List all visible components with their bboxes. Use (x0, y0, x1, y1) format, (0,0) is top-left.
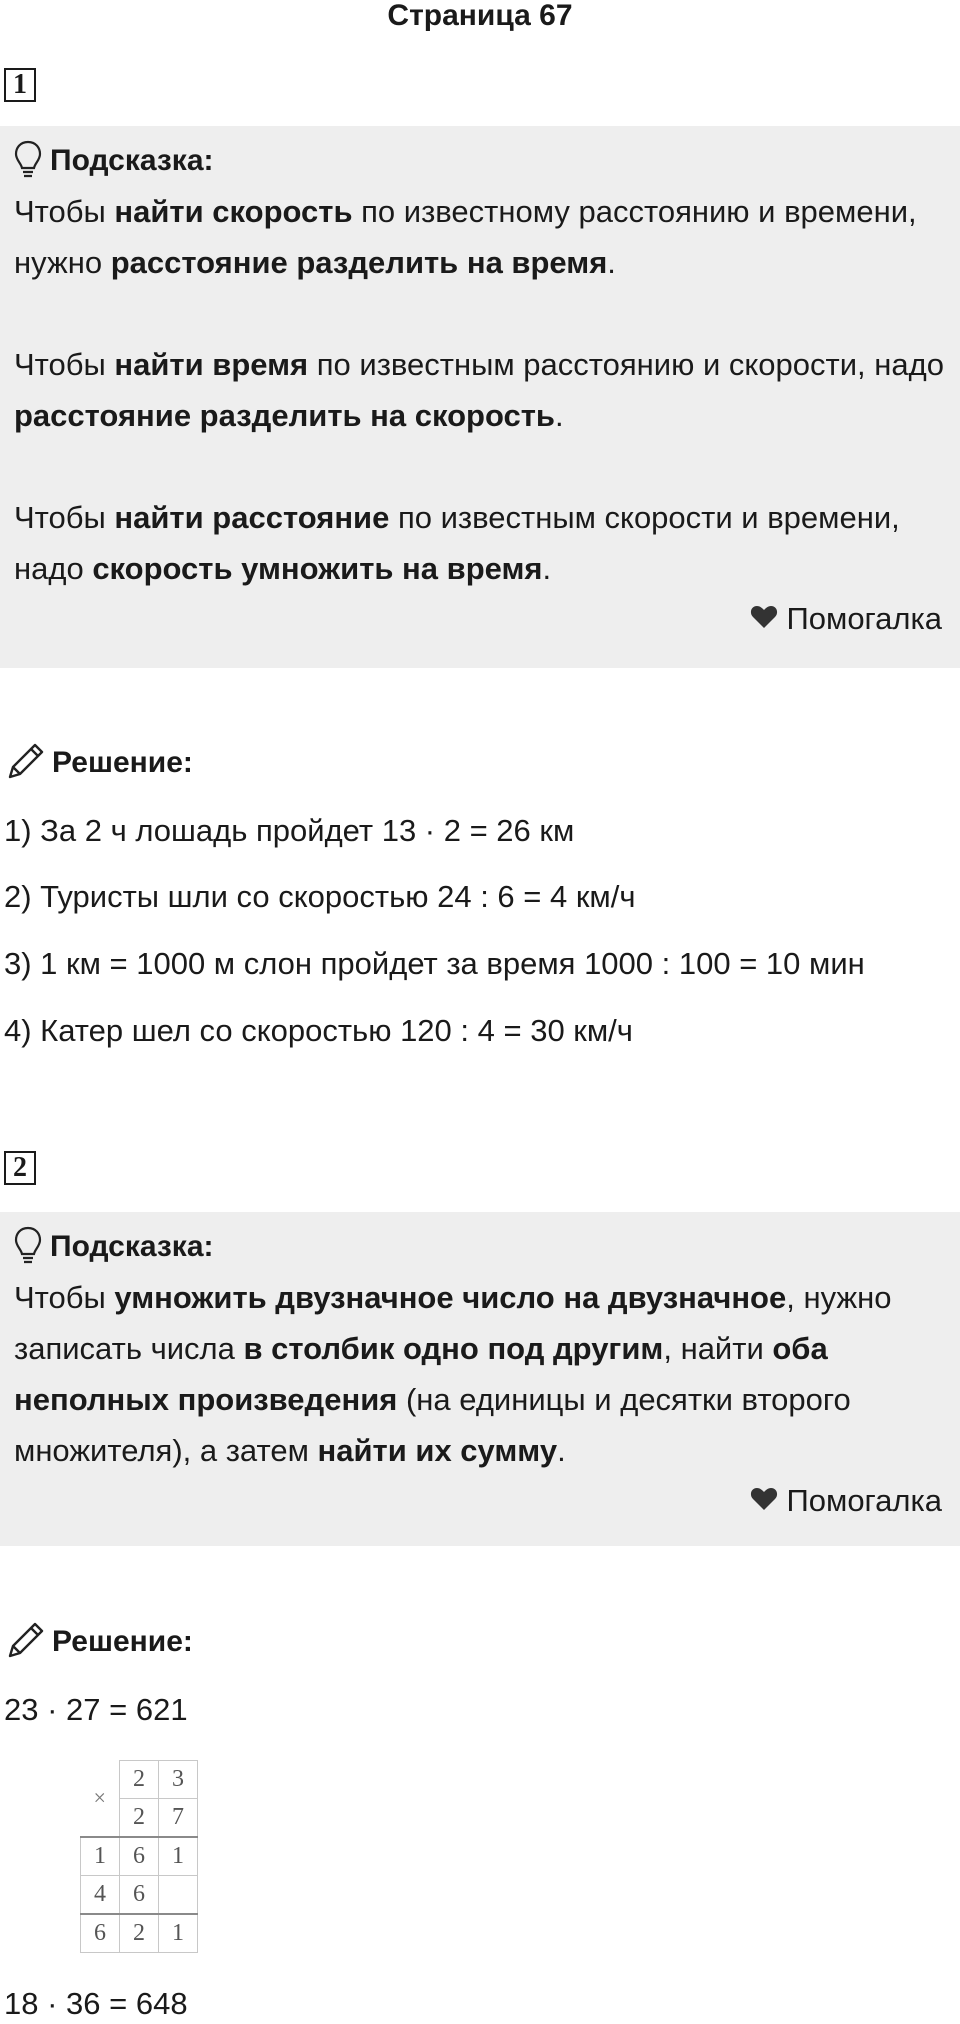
bold-text: найти скорость (114, 194, 353, 229)
text-run: по известному расстоянию и времени, нужно (14, 194, 917, 280)
solution-line: 23 · 27 = 621 (4, 1692, 188, 1727)
hint-box (0, 1212, 960, 1546)
hint-paragraph (14, 1272, 946, 1476)
hint-paragraph (14, 492, 946, 594)
solution-line: 4) Катер шел со скоростью 120 : 4 = 30 км/ч (4, 1013, 633, 1048)
heart-icon (750, 1483, 786, 1519)
solution-line: 3) 1 км = 1000 м слон пройдет за время 1000 : 100 = 10 мин (4, 946, 865, 981)
text-run: по известным скорости и времени, надо (14, 500, 900, 586)
calc-cell: 1 (81, 1837, 120, 1876)
solution-line: 2) Туристы шли со скоростью 24 : 6 = 4 км/ч (4, 879, 636, 914)
calc-cell: 2 (120, 1799, 159, 1838)
text-run: . (554, 398, 564, 433)
bold-text: найти время (114, 347, 309, 382)
calc-cell: 7 (159, 1799, 198, 1838)
brand-name: Помогалка (786, 1483, 942, 1518)
solution-header (6, 741, 193, 785)
calc-cell: 6 (120, 1876, 159, 1915)
hint-paragraph (14, 339, 946, 441)
solution-header (6, 1620, 193, 1664)
hint-box (0, 126, 960, 668)
task-number: 2 (4, 1151, 36, 1185)
bold-text: найти их сумму (317, 1433, 558, 1468)
hint-text (14, 186, 946, 594)
bold-text: расстояние разделить на скорость (14, 398, 555, 433)
hint-header (14, 136, 946, 186)
calc-cell: 6 (120, 1837, 159, 1876)
text-run: , нужно записать числа (14, 1280, 892, 1366)
page-title: Страница 67 (387, 0, 573, 32)
bold-text: найти расстояние (114, 500, 390, 535)
solution-line: 1) За 2 ч лошадь пройдет 13 · 2 = 26 км (4, 813, 575, 848)
text-run: , найти (663, 1331, 773, 1366)
task-number: 1 (4, 68, 36, 102)
lightbulb-icon (14, 140, 42, 183)
brand-credit (14, 1476, 946, 1526)
solution-title: Решение: (52, 746, 193, 779)
bold-text: оба неполных произведения (14, 1331, 828, 1417)
hint-header (14, 1222, 946, 1272)
lightbulb-icon (14, 1226, 42, 1269)
hint-text (14, 1272, 946, 1476)
bold-text: в столбик одно под другим (243, 1331, 664, 1366)
text-run: Чтобы (14, 347, 115, 382)
brand-credit (14, 594, 946, 644)
bold-text: скорость умножить на время (92, 551, 543, 586)
text-run: (на единицы и десятки второго множителя), а затем (14, 1382, 851, 1468)
calc-cell: 2 (120, 1914, 159, 1953)
calc-cell: 2 (120, 1761, 159, 1799)
text-run: Чтобы (14, 1280, 115, 1315)
solution-title: Решение: (52, 1625, 193, 1658)
calc-cell: 1 (159, 1914, 198, 1953)
hint-paragraph (14, 186, 946, 288)
brand-name: Помогалка (786, 601, 942, 636)
hint-title: Подсказка: (50, 1230, 214, 1263)
text-run: . (607, 245, 616, 280)
text-run: . (557, 1433, 566, 1468)
multiply-sign: × (93, 1785, 106, 1811)
calc-cell: 1 (159, 1837, 198, 1876)
heart-icon (750, 601, 786, 637)
calc-cell: 6 (81, 1914, 120, 1953)
calc-cell: 4 (81, 1876, 120, 1915)
text-run: Чтобы (14, 500, 115, 535)
solution-line: 18 · 36 = 648 (4, 1986, 188, 2021)
calc-cell: 3 (159, 1761, 198, 1799)
text-run: . (542, 551, 552, 586)
text-run: Чтобы (14, 194, 115, 229)
bold-text: умножить двузначное число на двузначное (114, 1280, 787, 1315)
bold-text: расстояние разделить на время (110, 245, 608, 280)
pencil-icon (6, 741, 46, 786)
pencil-icon (6, 1620, 46, 1665)
text-run: по известным расстоянию и скорости, надо (308, 347, 944, 382)
hint-title: Подсказка: (50, 144, 214, 177)
column-multiplication (80, 1760, 198, 1953)
calc-cell (159, 1876, 198, 1915)
